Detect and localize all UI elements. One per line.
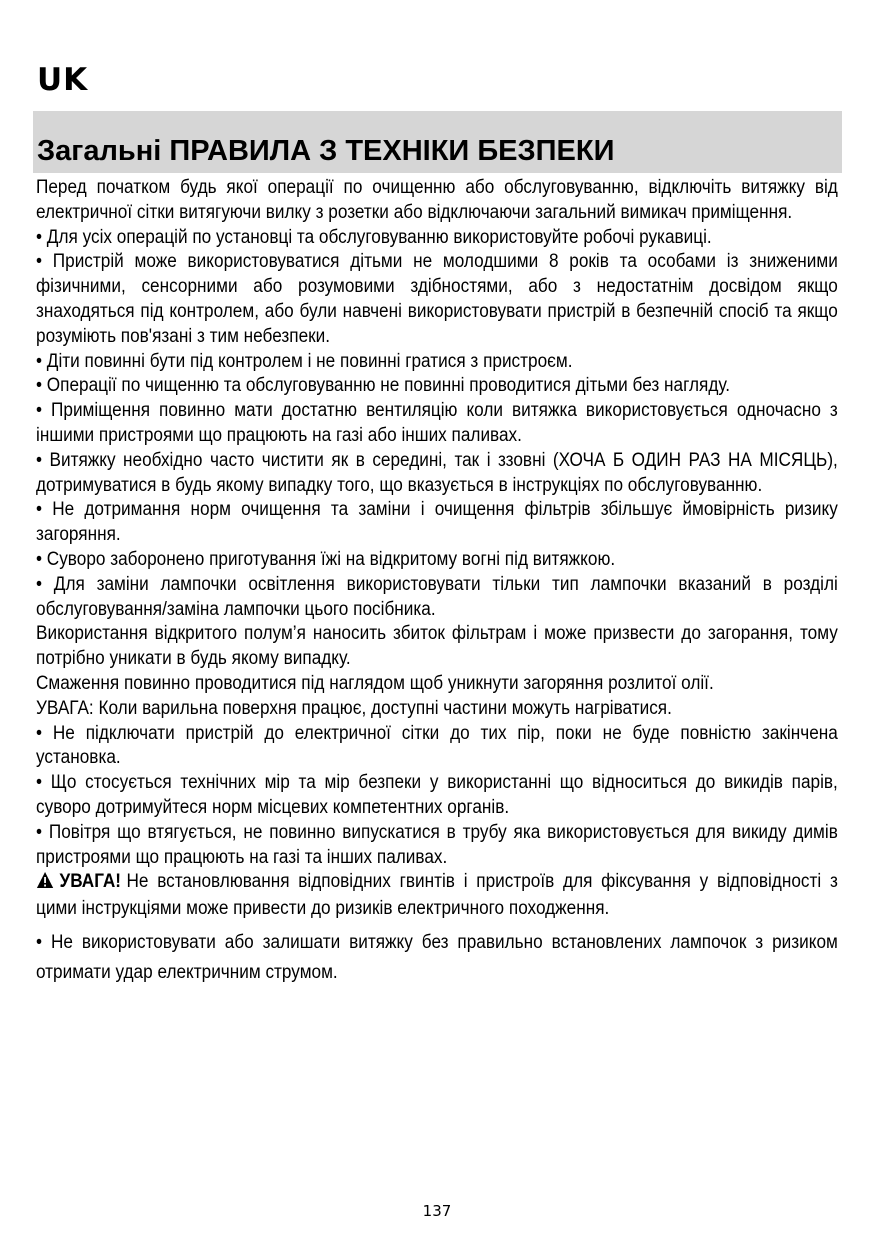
paragraph: • Для заміни лампочки освітлення використовувати тільки тип лампочки вказаний в розділі обслуговування/заміна лампочки цього посібника. xyxy=(36,573,838,620)
paragraph: УВАГА: Коли варильна поверхня працює, доступні частини можуть нагріватися. xyxy=(36,697,672,719)
warning-text: Не встановлювання відповідних гвинтів і пристроїв для фіксування у відповідності з цими інструкціями може привести до ризиків електричного походження. xyxy=(36,871,838,920)
paragraph: • Діти повинні бути під контролем і не повинні гратися з пристроєм. xyxy=(36,350,573,372)
warning-paragraph xyxy=(36,870,838,922)
paragraph: • Приміщення повинно мати достатню вентиляцію коли витяжка використовується одночасно з іншими пристроями що працюють на газі або інших паливах. xyxy=(36,400,838,446)
paragraph: Смаження повинно проводитися під наглядом щоб уникнути загоряння розлитої олії. xyxy=(36,672,714,694)
warning-triangle-icon xyxy=(36,871,54,897)
paragraph: • Що стосується технічних мір та мір безпеки у використанні що відноситься до викидів парів, суворо дотримуйтеся норм місцевих компетентних органів. xyxy=(36,772,838,818)
paragraph: • Витяжку необхідно часто чистити як в середині, так і ззовні (ХОЧА Б ОДИН РАЗ НА МІСЯЦЬ), дотримуватися в будь якому випадку того, що вказується в інструкціях по обслуговуванню. xyxy=(36,449,838,496)
language-code: UK xyxy=(37,62,89,98)
section-title-bar xyxy=(33,111,842,173)
paragraph: • Для усіх операцій по установці та обслуговуванню використовуйте робочі рукавиці. xyxy=(36,226,712,248)
paragraph: • Пристрій може використовуватися дітьми не молодшими 8 років та особами із зниженими фізичними, сенсорними або розумовими здібностями, або з недостатнім досвідом якщо знаходяться під контролем, або були навчені використовувати пристрій в безпечній спосіб та якщо розуміють пов'язані з тим небезпеки. xyxy=(36,251,838,347)
paragraph: • Не підключати пристрій до електричної сітки до тих пір, поки не буде повністю закінчена установка. xyxy=(36,722,838,769)
paragraph: Перед початком будь якої операції по очищенню або обслуговуванню, відключіть витяжку від електричної сітки витягуючи вилку з розетки або відключаючи загальний вимикач приміщення. xyxy=(36,177,838,223)
safety-text-body xyxy=(36,176,838,988)
paragraph: • Повітря що втягується, не повинно випускатися в трубу яка використовується для викиду димів пристроями що працюють на газі та інших паливах. xyxy=(36,821,838,868)
paragraph: • Не дотримання норм очищення та заміни і очищення фільтрів збільшує ймовірність ризику загоряння. xyxy=(36,499,838,546)
section-title: Загальні ПРАВИЛА З ТЕХНІКИ БЕЗПЕКИ xyxy=(37,135,615,167)
paragraph: • Суворо заборонено приготування їжі на відкритому вогні під витяжкою. xyxy=(36,548,616,570)
page-number: 137 xyxy=(422,1202,452,1220)
paragraph: Використання відкритого полум’я наносить збиток фільтрам і може призвести до загорання, тому потрібно уникати в будь якому випадку. xyxy=(36,623,838,670)
paragraph: • Не використовувати або залишати витяжку без правильно встановлених лампочок з ризиком отримати удар електричним струмом. xyxy=(36,931,838,983)
paragraph: • Операції по чищенню та обслуговуванню не повинні проводитися дітьми без нагляду. xyxy=(36,375,731,397)
warning-label: УВАГА! xyxy=(59,871,122,893)
